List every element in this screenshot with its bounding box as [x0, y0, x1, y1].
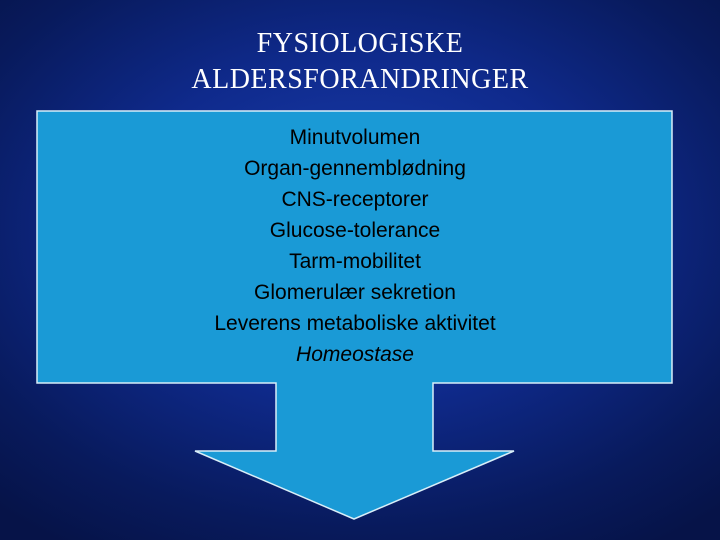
list-item: CNS-receptorer [281, 188, 429, 211]
list-item: Minutvolumen [289, 126, 421, 149]
list-item: Glucose-tolerance [269, 219, 441, 242]
list-item: Glomerulær sekretion [254, 281, 456, 304]
callout-text [38, 122, 672, 370]
list-item: Tarm-mobilitet [289, 250, 421, 273]
title-line-2: ALDERSFORANDRINGER [191, 64, 529, 95]
list-item: Organ-gennemblødning [244, 157, 466, 180]
homeostase-item: Homeostase [296, 343, 414, 366]
title-line-1: FYSIOLOGISKE [256, 28, 464, 59]
list-item: Leverens metaboliske aktivitet [214, 312, 496, 335]
